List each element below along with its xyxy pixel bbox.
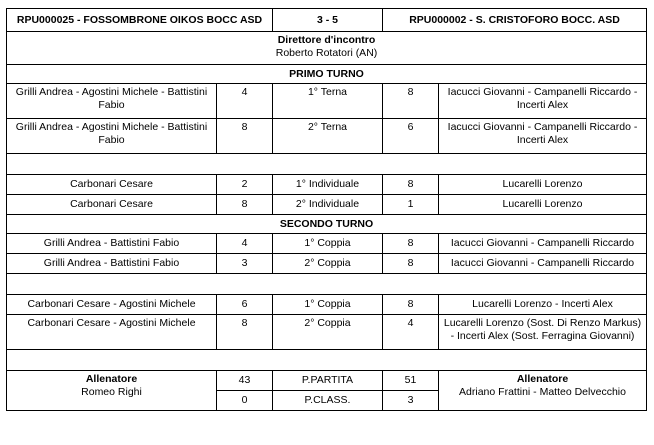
home-players: Grilli Andrea - Battistini Fabio xyxy=(7,234,217,254)
home-score: 3 xyxy=(217,254,273,274)
game-label: 2° Coppia xyxy=(273,315,383,350)
away-players: Iacucci Giovanni - Campanelli Riccardo xyxy=(439,234,647,254)
home-score: 6 xyxy=(217,295,273,315)
home-players: Carbonari Cesare xyxy=(7,195,217,215)
home-players: Grilli Andrea - Agostini Michele - Battistini Fabio xyxy=(7,119,217,154)
class-label: P.CLASS. xyxy=(273,391,383,411)
spacer-row xyxy=(7,274,647,295)
home-score: 8 xyxy=(217,315,273,350)
spacer-row xyxy=(7,154,647,175)
away-players: Iacucci Giovanni - Campanelli Riccardo xyxy=(439,254,647,274)
away-team: RPU000002 - S. CRISTOFORO BOCC. ASD xyxy=(383,9,647,32)
away-partita: 51 xyxy=(383,371,439,391)
game-row xyxy=(7,315,647,350)
away-class: 3 xyxy=(383,391,439,411)
away-score: 8 xyxy=(383,84,439,119)
game-label: 2° Individuale xyxy=(273,195,383,215)
game-row xyxy=(7,295,647,315)
home-score: 2 xyxy=(217,175,273,195)
home-players: Carbonari Cesare - Agostini Michele xyxy=(7,315,217,350)
home-score: 4 xyxy=(217,234,273,254)
section-title-first: PRIMO TURNO xyxy=(7,65,647,84)
away-coach-name: Adriano Frattini - Matteo Delvecchio xyxy=(459,386,626,398)
game-row xyxy=(7,175,647,195)
away-score: 8 xyxy=(383,254,439,274)
away-players: Lucarelli Lorenzo xyxy=(439,175,647,195)
director-name: Roberto Rotatori (AN) xyxy=(275,47,378,59)
partita-label: P.PARTITA xyxy=(273,371,383,391)
game-label: 1° Coppia xyxy=(273,295,383,315)
away-players: Lucarelli Lorenzo (Sost. Di Renzo Markus) - Incerti Alex (Sost. Ferragina Giovanni) xyxy=(439,315,647,350)
home-class: 0 xyxy=(217,391,273,411)
home-score: 8 xyxy=(217,195,273,215)
spacer-row xyxy=(7,350,647,371)
away-score: 8 xyxy=(383,175,439,195)
home-team: RPU000025 - FOSSOMBRONE OIKOS BOCC ASD xyxy=(7,9,273,32)
section-first xyxy=(7,65,647,84)
home-coach-name: Romeo Righi xyxy=(81,386,142,398)
game-row xyxy=(7,234,647,254)
home-players: Carbonari Cesare - Agostini Michele xyxy=(7,295,217,315)
away-players: Lucarelli Lorenzo - Incerti Alex xyxy=(439,295,647,315)
game-label: 2° Terna xyxy=(273,119,383,154)
match-table xyxy=(6,8,647,411)
section-title-second: SECONDO TURNO xyxy=(7,215,647,234)
away-score: 8 xyxy=(383,234,439,254)
home-players: Grilli Andrea - Agostini Michele - Battistini Fabio xyxy=(7,84,217,119)
away-players: Iacucci Giovanni - Campanelli Riccardo - Incerti Alex xyxy=(439,84,647,119)
away-score: 8 xyxy=(383,295,439,315)
away-score: 6 xyxy=(383,119,439,154)
game-row xyxy=(7,119,647,154)
footer-row-partita xyxy=(7,371,647,391)
director-title: Direttore d'incontro xyxy=(277,34,376,46)
director-row xyxy=(7,32,647,65)
away-score: 1 xyxy=(383,195,439,215)
home-score: 8 xyxy=(217,119,273,154)
home-coach-title: Allenatore xyxy=(85,373,138,385)
home-players: Grilli Andrea - Battistini Fabio xyxy=(7,254,217,274)
match-report xyxy=(6,8,646,411)
game-label: 2° Coppia xyxy=(273,254,383,274)
game-row xyxy=(7,195,647,215)
game-label: 1° Coppia xyxy=(273,234,383,254)
away-players: Lucarelli Lorenzo xyxy=(439,195,647,215)
home-players: Carbonari Cesare xyxy=(7,175,217,195)
game-row xyxy=(7,254,647,274)
away-players: Iacucci Giovanni - Campanelli Riccardo - Incerti Alex xyxy=(439,119,647,154)
header-row xyxy=(7,9,647,32)
game-row xyxy=(7,84,647,119)
home-score: 4 xyxy=(217,84,273,119)
away-score: 4 xyxy=(383,315,439,350)
home-partita: 43 xyxy=(217,371,273,391)
match-score: 3 - 5 xyxy=(273,9,383,32)
game-label: 1° Individuale xyxy=(273,175,383,195)
away-coach-title: Allenatore xyxy=(516,373,569,385)
section-second xyxy=(7,215,647,234)
game-label: 1° Terna xyxy=(273,84,383,119)
